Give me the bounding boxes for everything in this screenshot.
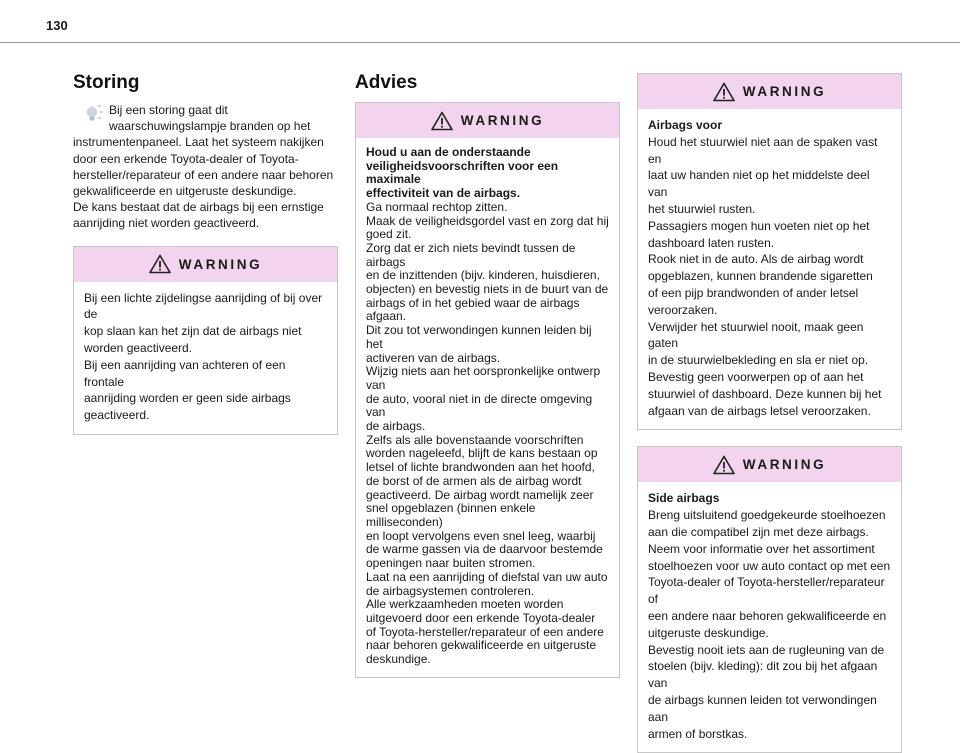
warning-text-line: worden geactiveerd. (84, 341, 193, 356)
warning-text-line: kop slaan kan het zijn dat de airbags niet (84, 324, 302, 339)
warning-text-line: Bevestig geen voorwerpen op of aan het (648, 369, 864, 384)
column-warnings (637, 73, 902, 753)
warning-lead-line: Houd u aan de onderstaande (366, 145, 531, 159)
warning-text-line: Bevestig nooit iets aan de rugleuning van de (648, 642, 885, 657)
intro-line: instrumentenpaneel. Laat het systeem nakijken (73, 135, 324, 150)
warning-text-line: laat uw handen niet op het middelste deel van (648, 168, 870, 200)
warning-header (74, 247, 337, 282)
warning-text-line: Toyota-dealer of Toyota-hersteller/reparateur of (648, 575, 885, 607)
intro-line: waarschuwingslampje branden op het (109, 119, 311, 134)
warning-lead-line: Side airbags (648, 491, 720, 506)
warning-body (638, 482, 901, 752)
warning-text-line: goed zit. (366, 227, 412, 242)
warning-title: WARNING (460, 113, 545, 128)
warning-triangle-icon (431, 111, 453, 131)
page-number: 130 (46, 18, 68, 33)
warning-text-line: veroorzaken. (648, 302, 718, 317)
warning-text-line: afgaan van de airbags letsel veroorzaken. (648, 403, 871, 418)
warning-text-line: Neem voor informatie over het assortiment (648, 541, 875, 556)
warning-text-line: Dit zou tot verwondingen kunnen leiden bij het (366, 323, 592, 351)
warning-title: WARNING (742, 84, 827, 99)
warning-text-line: stoelhoezen voor uw auto contact op met een (648, 558, 891, 573)
warning-text-line: Maak de veiligheidsgordel vast en zorg dat hij (366, 213, 609, 228)
warning-text-line: in de stuurwielbekleding en sla er niet op. (648, 353, 869, 368)
warning-lead-line: veiligheidsvoorschriften voor een maximale (366, 158, 559, 187)
warning-text-line: geactiveerd. De airbag wordt namelijk zeer (366, 487, 594, 502)
warning-text-line: uitgeruste deskundige. (648, 625, 769, 640)
intro-line: De kans bestaat dat de airbags bij een ernstige (73, 200, 324, 215)
warning-text-line: de airbagsystemen controleren. (366, 583, 535, 598)
warning-text-line: Bij een aanrijding van achteren of een frontale (84, 357, 286, 389)
warning-text-line: Wijzig niets aan het oorspronkelijke ontwerp van (366, 364, 601, 392)
warning-text-line: de auto, vooral niet in de directe omgeving van (366, 391, 593, 420)
warning-text-line: activeren van de airbags. (366, 350, 501, 365)
section-title-storing: Storing (73, 72, 140, 93)
warning-header (356, 103, 619, 138)
intro-line: hersteller/reparateur of een andere naar behoren (73, 167, 334, 182)
column-advies (355, 70, 620, 678)
warning-triangle-icon (713, 455, 735, 475)
warning-text-line: objecten) en bevestig niets in de buurt van de (366, 282, 609, 297)
warning-text-line: airbags of in het gebied waar de airbags afgaan. (366, 295, 580, 324)
warning-text-line: Houd het stuurwiel niet aan de spaken vast en (648, 134, 878, 166)
warning-title: WARNING (178, 256, 263, 272)
warning-text-line: stuurwiel of dashboard. Deze kunnen bij het (648, 386, 882, 401)
warning-box-front-airbags (637, 73, 902, 430)
warning-text-line: of een pijp brandwonden of ander letsel (648, 285, 859, 300)
warning-text-line: stoelen (bijv. kleding): dit zou bij het afgaan van (648, 659, 878, 691)
warning-text-line: geactiveerd. (84, 408, 150, 423)
warning-text-line: de airbags. (366, 419, 426, 434)
warning-text-line: letsel of lichte brandwonden aan het hoofd, (366, 460, 595, 475)
warning-header (638, 447, 901, 482)
column-storing (73, 70, 338, 435)
warning-body (74, 282, 337, 434)
header-rule (0, 42, 960, 43)
warning-lead-line: Airbags voor (648, 118, 723, 132)
warning-text-line: Alle werkzaamheden moeten worden (366, 597, 564, 612)
warning-text-line: dashboard laten rusten. (648, 235, 775, 250)
warning-text-line: en loopt vervolgens even snel leeg, waarbij (366, 528, 596, 543)
warning-text-line: de warme gassen via de daarvoor bestemde (366, 542, 603, 557)
warning-text-line: Breng uitsluitend goedgekeurde stoelhoezen (648, 508, 886, 523)
warning-box-advies (355, 102, 620, 678)
warning-text-line: Bij een lichte zijdelingse aanrijding of bij over de (84, 290, 323, 322)
warning-text-line: Rook niet in de auto. Als de airbag wordt (648, 252, 864, 267)
warning-text-line: Zelfs als alle bovenstaande voorschriften (366, 432, 584, 447)
warning-text-line: openingen naar buiten stromen. (366, 556, 536, 571)
warning-text-line: Zorg dat er zich niets bevindt tussen de airbags (366, 240, 576, 269)
warning-text-line: aanrijding worden er geen side airbags (84, 391, 291, 406)
warning-text-line: de airbags kunnen leiden tot verwondingen aan (648, 692, 877, 724)
warning-lead-line: effectiviteit van de airbags. (366, 186, 521, 201)
warning-text-line: of Toyota-hersteller/reparateur of een andere (366, 624, 604, 639)
intro-line: Bij een storing gaat dit (109, 103, 228, 117)
warning-text-line: een andere naar behoren gekwalificeerde en (648, 608, 887, 623)
warning-triangle-icon (713, 82, 735, 102)
warning-body (356, 138, 619, 677)
warning-text-line: naar behoren gekwalificeerde en uitgeruste (366, 638, 597, 653)
warning-lamp-icon (83, 104, 105, 124)
warning-box-side-airbags (637, 446, 902, 753)
warning-title: WARNING (742, 457, 827, 473)
warning-text-line: het stuurwiel rusten. (648, 201, 756, 216)
warning-text-line: uitgevoerd door een erkende Toyota-dealer (366, 610, 596, 625)
warning-text-line: Passagiers mogen hun voeten niet op het (648, 218, 870, 233)
warning-text-line: worden nageleefd, blijft de kans bestaan op (366, 446, 598, 461)
intro-line: aanrijding niet worden geactiveerd. (73, 216, 260, 231)
warning-text-line: armen of borstkas. (648, 726, 748, 741)
warning-triangle-icon (149, 254, 171, 274)
warning-text-line: Ga normaal rechtop zitten. (366, 199, 508, 214)
warning-text-line: en de inzittenden (bijv. kinderen, huisdieren, (366, 268, 600, 283)
warning-text-line: deskundige. (366, 652, 431, 667)
intro-line: gekwalificeerde en uitgeruste deskundige. (73, 184, 297, 199)
warning-text-line: Laat na een aanrijding of diefstal van uw auto (366, 569, 608, 584)
storing-intro (73, 102, 338, 232)
warning-body (638, 109, 901, 429)
warning-text-line: snel opgeblazen (binnen enkele milliseconden) (366, 501, 536, 529)
warning-text-line: Verwijder het stuurwiel nooit, maak geen gaten (648, 319, 864, 351)
section-title-advies: Advies (355, 72, 418, 93)
intro-line: door een erkende Toyota-dealer of Toyota- (73, 151, 299, 166)
warning-text-line: opgeblazen, kunnen brandende sigaretten (648, 269, 873, 284)
warning-header (638, 74, 901, 109)
warning-box-collision (73, 246, 338, 435)
warning-text-line: aan die compatibel zijn met deze airbags. (648, 524, 869, 539)
warning-text-line: de borst of de armen als de airbag wordt (366, 473, 582, 488)
